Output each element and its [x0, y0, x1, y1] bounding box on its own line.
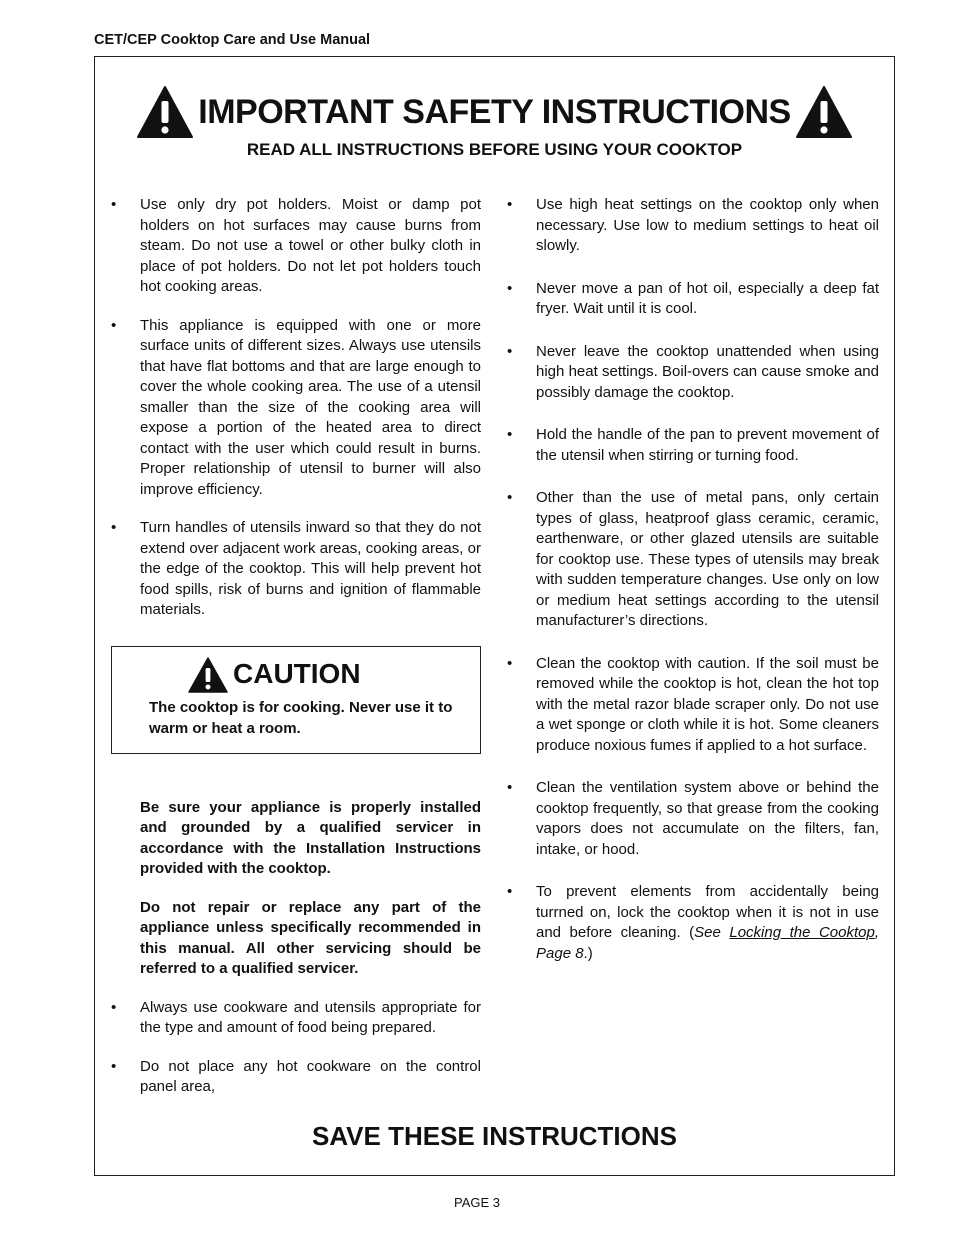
- page-title: IMPORTANT SAFETY INSTRUCTIONS: [198, 92, 791, 131]
- page-ref: , Page 8: [536, 924, 880, 962]
- bold-paragraph: Be sure your appliance is properly installed and grounded by a qualified servicer in accordance with the Installation Instructions provided with the cooktop.: [140, 798, 481, 877]
- see-text: See: [694, 924, 730, 941]
- warning-triangle-icon: [188, 657, 228, 693]
- caution-heading: [188, 657, 361, 693]
- save-instructions-title: SAVE THESE INSTRUCTIONS: [311, 1121, 677, 1151]
- list-item-lock: [507, 882, 879, 964]
- locking-cooktop-link[interactable]: Locking the Cooktop: [729, 924, 875, 941]
- list-item: • Never leave the cooktop unattended when using high heat settings. Boil-overs can cause smoke and possibly damage the cooktop.: [507, 342, 879, 404]
- list-item: • Use only dry pot holders. Moist or damp pot holders on hot surfaces may cause burns from steam. Do not use a towel or other bulky cloth in place of pot holders. Do not let pot holders touch hot cooking areas.: [111, 195, 481, 298]
- right-column: [507, 195, 879, 986]
- left-column: [111, 195, 481, 1116]
- list-item: • Other than the use of metal pans, only certain types of glass, heatproof glass ceramic, ceramic, earthenware, or other glazed utensils are suitable for cooktop use. These types of utensils may break with sudden temperature changes. Use only on low or medium heat settings according to the utensil manufacturer’s directions.: [507, 488, 879, 632]
- list-item: • This appliance is equipped with one or more surface units of different sizes. Always use utensils that have flat bottoms and that are large enough to cover the whole cooking area. The use of a utensil smaller than the size of the cooking area will expose a portion of the heated area to direct contact with the user which could result in burns. Proper relationship of utensil to burner will also improve efficiency.: [111, 316, 481, 501]
- title-row: [95, 85, 894, 139]
- caution-label: CAUTION: [233, 658, 361, 690]
- page-subtitle: READ ALL INSTRUCTIONS BEFORE USING YOUR COOKTOP: [246, 140, 743, 159]
- caution-box: [111, 646, 481, 754]
- list-item: • Hold the handle of the pan to prevent movement of the utensil when stirring or turning food.: [507, 425, 879, 466]
- list-item: • Clean the cooktop with caution. If the soil must be removed while the cooktop is hot, clean the hot top with the metal razor blade scraper only. Do not use a wet sponge or cloth while it is hot. Some cleaners produce noxious fumes if applied to a hot surface.: [507, 654, 879, 757]
- list-item: • Do not place any hot cookware on the control panel area,: [111, 1057, 481, 1098]
- list-item: • Clean the ventilation system above or behind the cooktop frequently, so that grease from the cooking vapors does not accumulate on the filters, fan, intake, or hood.: [507, 778, 879, 860]
- running-header: CET/CEP Cooktop Care and Use Manual: [94, 32, 371, 48]
- warning-triangle-icon: [136, 85, 194, 139]
- page-number: PAGE 3: [453, 1195, 500, 1210]
- warning-triangle-icon: [795, 85, 853, 139]
- caution-text: The cooktop is for cooking. Never use it to warm or heat a room.: [149, 698, 453, 737]
- lock-text: To prevent elements from accidentally being turrned on, lock the cooktop when it is not in use and before cleaning. (: [536, 883, 879, 941]
- bold-paragraph: Do not repair or replace any part of the appliance unless specifically recommended in this manual. All other servicing should be referred to a qualified servicer.: [140, 898, 481, 977]
- list-item: • Use high heat settings on the cooktop only when necessary. Use low to medium settings to heat oil slowly.: [507, 195, 879, 257]
- list-item: • Always use cookware and utensils appropriate for the type and amount of food being prepared.: [111, 998, 481, 1039]
- list-item: • Turn handles of utensils inward so that they do not extend over adjacent work areas, cooking areas, or the edge of the cooktop. This will help prevent hot food spills, risk of burns and ignition of flammable materials.: [111, 518, 481, 621]
- safety-frame: [94, 56, 895, 1176]
- list-item: • Never move a pan of hot oil, especially a deep fat fryer. Wait until it is cool.: [507, 279, 879, 320]
- close-paren: .): [583, 944, 593, 962]
